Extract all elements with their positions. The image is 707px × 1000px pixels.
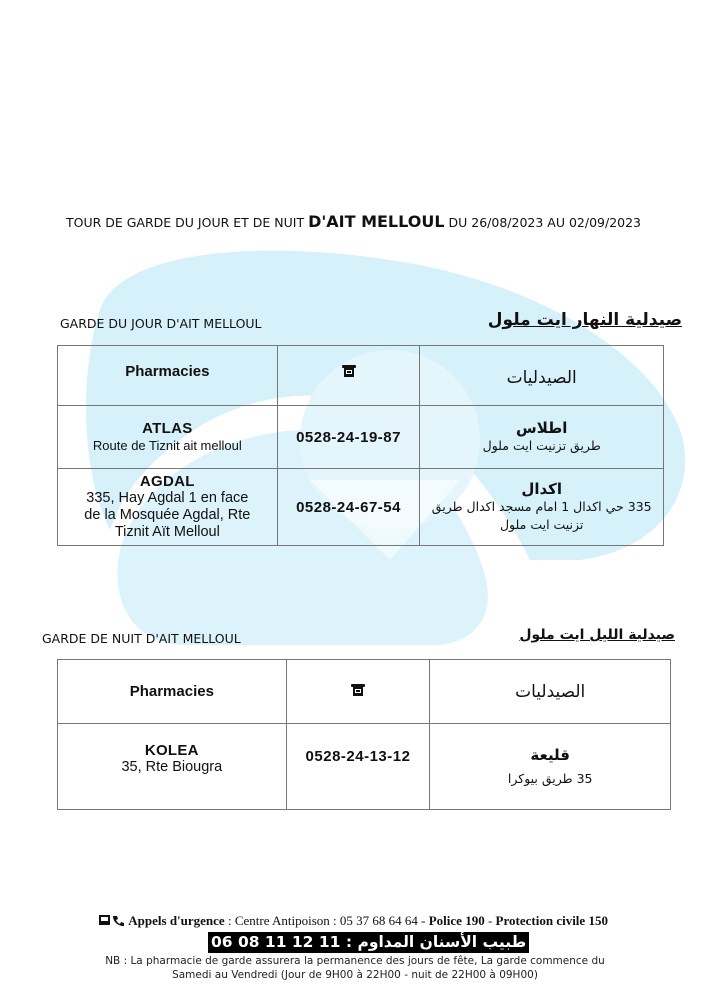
note-line-1: NB : La pharmacie de garde assurera la permanence des jours de fête, La garde commence du [105,955,605,967]
footer-separator: - [487,913,493,928]
title-prefix: TOUR DE GARDE DU JOUR ET DE NUIT [65,215,305,230]
day-section-title-fr: GARDE DU JOUR D'AIT MELLOUL [60,316,262,331]
pharmacy-name-fr: ATLAS [142,420,193,437]
dentist-label: : طبيب الأسنان المداوم [345,933,527,951]
police-text: Police 190 [428,913,485,928]
title-city: D'AIT MELLOUL [308,212,445,231]
pharmacy-address-ar: 35 طريق بيوكرا [507,771,593,786]
pharmacy-address-fr-line2: de la Mosquée Agdal, Rte [84,507,251,523]
emergency-calls-line [0,913,707,929]
dentist-on-duty-banner [208,932,529,953]
pharmacy-address-fr: 35, Rte Biougra [121,759,223,775]
pharmacy-name-fr-cell [58,724,287,810]
pharmacy-address-ar-line2: تزنيت ايت ملول [499,517,584,532]
note-block [70,954,640,982]
protection-civile-text: Protection civile 150 [495,913,608,928]
pharmacy-name-fr-cell [58,469,278,546]
night-section-title-ar: صيدلية الليل ايت ملول [519,627,675,643]
column-header-phone [286,660,430,724]
pharmacy-name-ar: اطلاس [516,419,568,437]
day-section-title-ar: صيدلية النهار ايت ملول [487,310,682,330]
pharmacy-address-fr-line3: Tiznit Aït Melloul [114,524,220,540]
urgence-label: Appels d'urgence [128,913,225,928]
antipoison-text: : Centre Antipoison : 05 37 68 64 64 - [227,913,426,928]
pharmacy-name-fr: AGDAL [139,473,195,490]
day-pharmacies-table [57,345,664,546]
column-header-pharmacies: Pharmacies [58,660,287,724]
table-row [58,469,664,546]
table-header-row [58,660,671,724]
page-title [0,212,707,231]
column-header-arabic: الصيدليات [420,346,664,406]
title-suffix: DU 26/08/2023 AU 02/09/2023 [448,215,642,230]
pharmacy-address-fr-line1: 335, Hay Agdal 1 en face [86,490,249,506]
table-row [58,406,664,469]
pharmacy-name-ar-cell [420,469,664,546]
column-header-phone [277,346,420,406]
pharmacy-name-fr: KOLEA [144,742,199,759]
pharmacy-name-fr-cell [58,406,278,469]
pharmacy-name-ar-cell [420,406,664,469]
night-pharmacies-table [57,659,671,810]
dentist-number: 06 08 11 12 11 [211,933,341,951]
table-row [58,724,671,810]
night-section-title-fr: GARDE DE NUIT D'AIT MELLOUL [42,631,241,646]
pharmacy-phone: 0528-24-13-12 [286,724,430,810]
telephone-icon [351,684,365,696]
telephone-icon [342,365,356,377]
pharmacy-name-ar: قليعة [530,746,571,764]
pharmacy-address-ar: طريق تزنيت ايت ملول [482,438,601,453]
pharmacy-address-fr: Route de Tiznit ait melloul [92,438,242,453]
pharmacy-name-ar-cell [430,724,671,810]
pharmacy-phone: 0528-24-67-54 [277,469,420,546]
table-header-row [58,346,664,406]
note-line-2: Samedi au Vendredi (Jour de 9H00 à 22H00 - nuit de 22H00 à 09H00) [172,969,538,981]
column-header-pharmacies: Pharmacies [58,346,278,406]
pharmacy-name-ar: اكدال [521,480,563,498]
column-header-arabic: الصيدليات [430,660,671,724]
phone-contact-icon [99,914,125,926]
pharmacy-address-ar-line1: 335 حي اكدال 1 امام مسجد اكدال طريق [431,499,652,514]
pharmacy-phone: 0528-24-19-87 [277,406,420,469]
